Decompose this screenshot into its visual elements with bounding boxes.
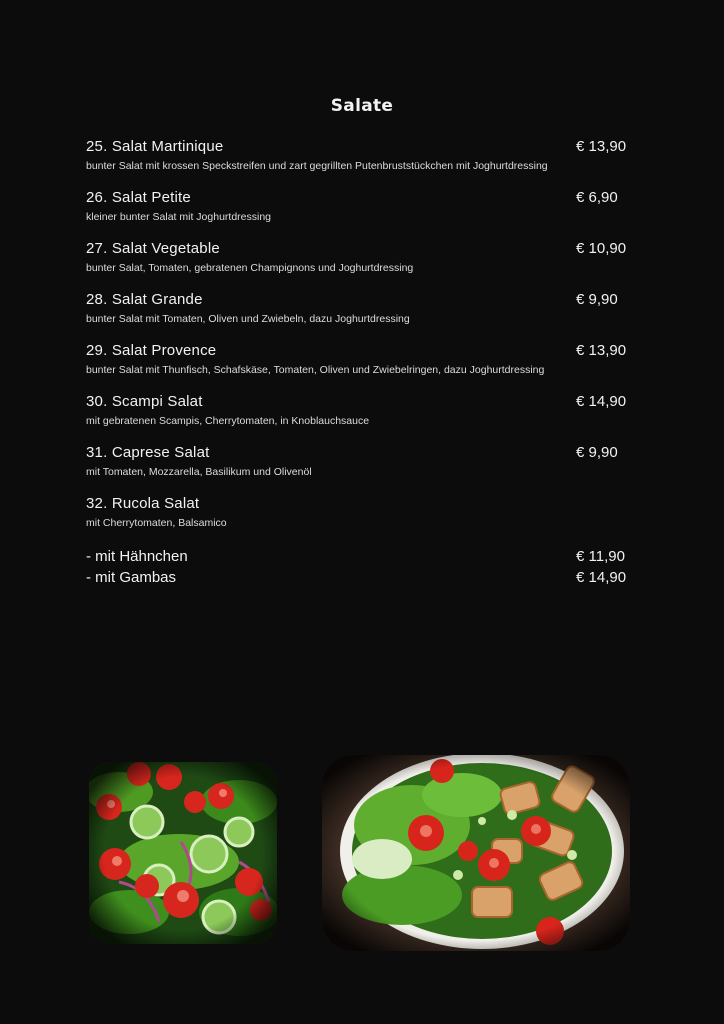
salad-photo-tomato-cucumber	[89, 762, 277, 944]
item-name: 32. Rucola Salat	[86, 495, 200, 512]
item-description: bunter Salat mit krossen Speckstreifen und zart gegrillten Putenbruststückchen mit Joghurtdressing	[86, 160, 548, 172]
item-description: bunter Salat mit Thunfisch, Schafskäse, Tomaten, Oliven und Zwiebelringen, dazu Joghurtdressing	[86, 364, 545, 376]
extra-option	[86, 546, 646, 567]
menu-item	[86, 291, 646, 327]
menu-item	[86, 393, 646, 429]
menu-item	[86, 444, 646, 480]
menu-item	[86, 138, 646, 174]
menu-item	[86, 495, 646, 531]
item-name: 31. Caprese Salat	[86, 444, 210, 461]
item-price: € 6,90	[576, 189, 618, 206]
item-description: bunter Salat mit Tomaten, Oliven und Zwiebeln, dazu Joghurtdressing	[86, 313, 410, 325]
menu-item	[86, 240, 646, 276]
item-price: € 13,90	[576, 342, 627, 359]
salad-photo-chicken-bowl	[322, 755, 630, 951]
extra-label: - mit Gambas	[86, 569, 177, 586]
extra-price: € 11,90	[576, 548, 625, 565]
item-name: 26. Salat Petite	[86, 189, 191, 206]
item-price: € 14,90	[576, 393, 627, 410]
item-price: € 9,90	[576, 291, 618, 308]
item-description: mit Tomaten, Mozzarella, Basilikum und Olivenöl	[86, 466, 312, 478]
menu-list	[86, 138, 646, 588]
item-name: 27. Salat Vegetable	[86, 240, 220, 257]
menu-item	[86, 342, 646, 378]
menu-item	[86, 189, 646, 225]
item-name: 29. Salat Provence	[86, 342, 217, 359]
item-description: mit Cherrytomaten, Balsamico	[86, 517, 227, 529]
item-price: € 9,90	[576, 444, 618, 461]
extra-label: - mit Hähnchen	[86, 548, 188, 565]
item-description: mit gebratenen Scampis, Cherrytomaten, in Knoblauchsauce	[86, 415, 370, 427]
item-description: kleiner bunter Salat mit Joghurtdressing	[86, 211, 272, 223]
extra-option	[86, 567, 646, 588]
extra-price: € 14,90	[576, 569, 627, 586]
extras-list	[86, 546, 646, 588]
item-name: 28. Salat Grande	[86, 291, 203, 308]
item-price: € 10,90	[576, 240, 627, 257]
item-name: 30. Scampi Salat	[86, 393, 203, 410]
section-title: Salate	[330, 96, 394, 116]
item-price: € 13,90	[576, 138, 627, 155]
item-description: bunter Salat, Tomaten, gebratenen Champignons und Joghurtdressing	[86, 262, 414, 274]
item-name: 25. Salat Martinique	[86, 138, 224, 155]
